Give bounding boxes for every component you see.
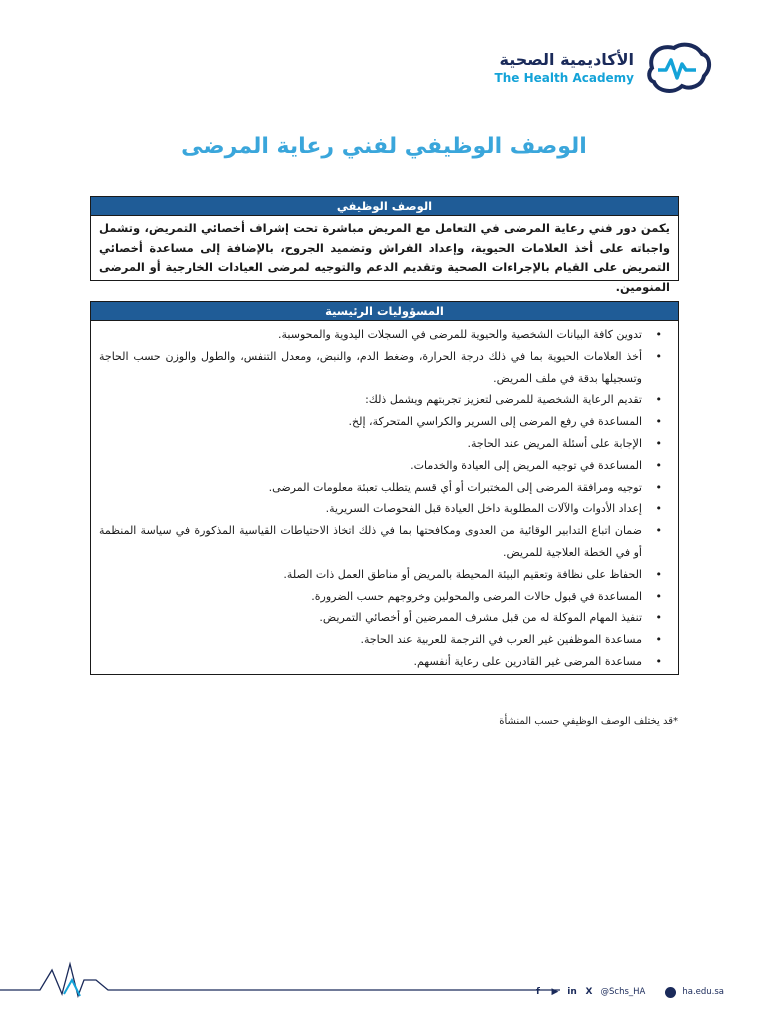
responsibilities-box xyxy=(90,301,679,675)
list-item: • تقديم الرعاية الشخصية للمرضى لتعزيز تجربتهم ويشمل ذلك: xyxy=(99,389,668,411)
youtube-icon[interactable]: ▶ xyxy=(551,986,559,997)
list-item: • تدوين كافة البيانات الشخصية والحيوية للمرضى في السجلات اليدوية والمحوسبة. xyxy=(99,324,668,346)
list-item: • المساعدة في توجيه المريض إلى العيادة والخدمات. xyxy=(99,455,668,477)
responsibilities-list xyxy=(91,321,678,673)
list-item: • أخذ العلامات الحيوية بما في ذلك درجة الحرارة، وضغط الدم، والنبض، ومعدل التنفس، والطول والوزن حسب الحاجة وتسجيلها بدقة في ملف المريض. xyxy=(99,346,668,390)
page-title: الوصف الوظيفي لفني رعاية المرضى xyxy=(181,134,587,159)
globe-icon xyxy=(665,987,676,998)
footer-contact xyxy=(533,984,725,1000)
job-summary-heading: الوصف الوظيفي xyxy=(91,197,678,216)
job-summary-box xyxy=(90,196,679,294)
list-item: • الإجابة على أسئلة المريض عند الحاجة. xyxy=(99,433,668,455)
job-summary-text: يكمن دور فني رعاية المرضى في التعامل مع المريض مباشرة تحت إشراف أخصائي التمريض، وتشمل واجباته على أخذ العلامات الحيوية، وإعداد الفراش وتضميد الجروح، بالإضافة إلى مساعدة أخصائي التمريض على القيام بالإجراءات الصحية وتقديم الدعم والتوجيه لمرضى العيادات الخارجية أو المرضى المنومين. xyxy=(99,221,670,294)
academy-logo xyxy=(494,38,714,98)
list-item: • إعداد الأدوات والآلات المطلوبة داخل العيادة قبل الفحوصات السريرية. xyxy=(99,498,668,520)
list-item: • تنفيذ المهام الموكلة له من قبل مشرف الممرضين أو أخصائي التمريض. xyxy=(99,607,668,629)
list-item: • مساعدة الموظفين غير العرب في الترجمة للعربية عند الحاجة. xyxy=(99,629,668,651)
website-link[interactable]: ha.edu.sa xyxy=(682,987,724,997)
list-item: • الحفاظ على نظافة وتعقيم البيئة المحيطة بالمريض أو مناطق العمل ذات الصلة. xyxy=(99,564,668,586)
social-handle[interactable]: @Schs_HA xyxy=(600,987,646,997)
list-item: • مساعدة المرضى غير القادرين على رعاية أنفسهم. xyxy=(99,651,668,673)
x-icon[interactable]: X xyxy=(585,986,593,997)
facebook-icon[interactable]: f xyxy=(536,986,540,997)
list-item: • توجيه ومرافقة المرضى إلى المختبرات أو أي قسم يتطلب تعبئة معلومات المرضى. xyxy=(99,477,668,499)
list-item: • المساعدة في رفع المرضى إلى السرير والكراسي المتحركة، إلخ. xyxy=(99,411,668,433)
footnote: *قد يختلف الوصف الوظيفي حسب المنشأة xyxy=(499,716,678,727)
responsibilities-heading: المسؤوليات الرئيسية xyxy=(91,302,678,321)
list-item: • ضمان اتباع التدابير الوقائية من العدوى ومكافحتها بما في ذلك اتخاذ الاحتياطات القياسية المذكورة في سياسة المنظمة أو في الخطة العلاجية للمريض. xyxy=(99,520,668,564)
academy-logo-icon xyxy=(644,38,714,98)
logo-arabic-name: الأكاديمية الصحية xyxy=(499,50,634,69)
logo-english-name: The Health Academy xyxy=(494,71,634,85)
list-item: • المساعدة في قبول حالات المرضى والمحولين وخروجهم حسب الضرورة. xyxy=(99,586,668,608)
footer-wave-decoration xyxy=(0,950,768,1010)
linkedin-icon[interactable]: in xyxy=(567,986,577,997)
